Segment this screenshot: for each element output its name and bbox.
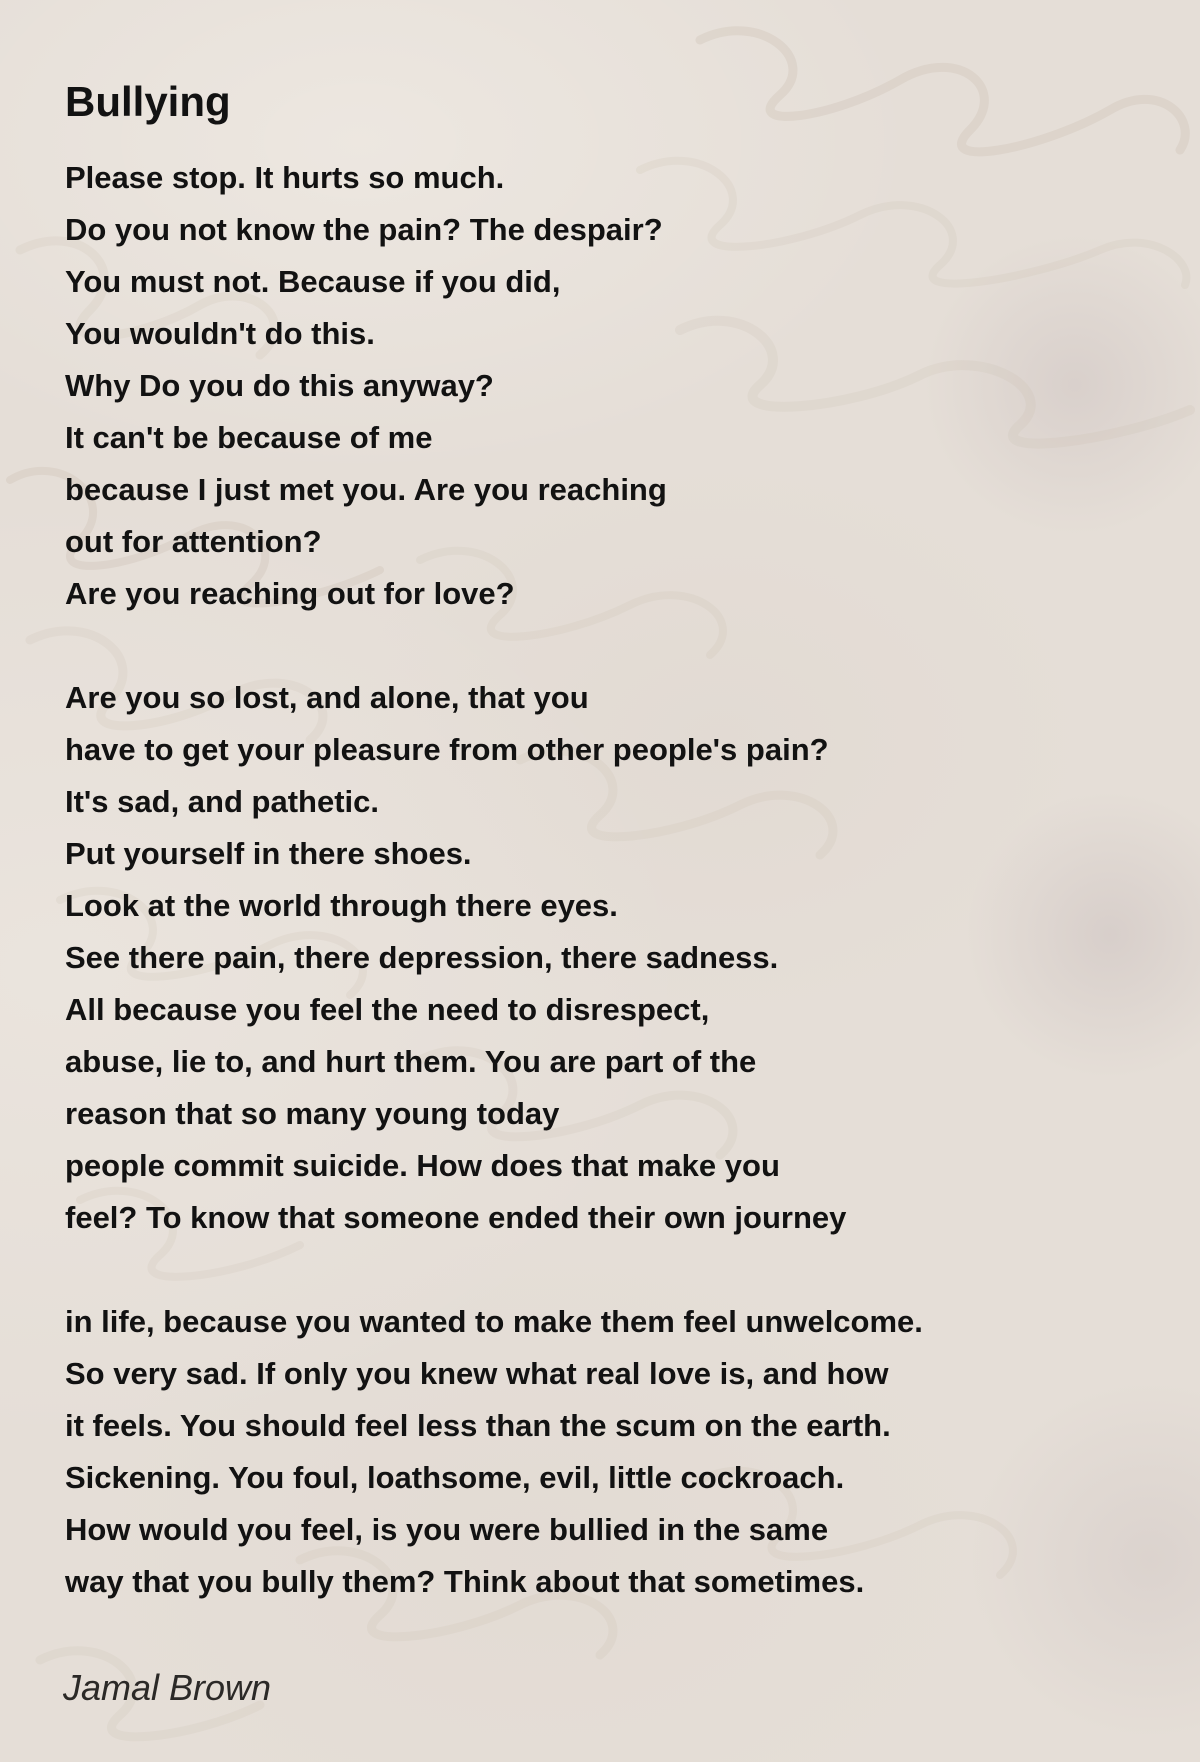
poem-line: See there pain, there depression, there sadness. [65, 940, 779, 975]
poem-line: All because you feel the need to disrespect, [65, 992, 710, 1027]
poem-line: It can't be because of me [65, 420, 433, 455]
poem-line: it feels. You should feel less than the scum on the earth. [65, 1408, 891, 1443]
poem-line: people commit suicide. How does that make you [65, 1148, 780, 1183]
poem-line: out for attention? [65, 524, 322, 559]
poem-line: abuse, lie to, and hurt them. You are part of the [65, 1044, 757, 1079]
poem-line: Look at the world through there eyes. [65, 888, 618, 923]
poem-body [65, 152, 923, 1660]
poem-title: Bullying [65, 78, 231, 126]
poem-line: in life, because you wanted to make them feel unwelcome. [65, 1304, 923, 1339]
poem-line: You must not. Because if you did, [65, 264, 561, 299]
poem-author: Jamal Brown [63, 1667, 272, 1708]
poem-line: Put yourself in there shoes. [65, 836, 472, 871]
poem-line: reason that so many young today [65, 1096, 560, 1131]
stanza-2 [65, 672, 923, 1244]
poem-line: How would you feel, is you were bullied in the same [65, 1512, 829, 1547]
poem-line: It's sad, and pathetic. [65, 784, 379, 819]
poem-line: way that you bully them? Think about that sometimes. [65, 1564, 865, 1599]
poem-line: Are you so lost, and alone, that you [65, 680, 589, 715]
poem-line: Please stop. It hurts so much. [65, 160, 505, 195]
poem-line: have to get your pleasure from other people's pain? [65, 732, 829, 767]
poem-line: Are you reaching out for love? [65, 576, 515, 611]
stanza-1 [65, 152, 923, 620]
stanza-3 [65, 1296, 923, 1608]
poem-line: Sickening. You foul, loathsome, evil, little cockroach. [65, 1460, 845, 1495]
poem-line: Do you not know the pain? The despair? [65, 212, 663, 247]
poem-line: feel? To know that someone ended their own journey [65, 1200, 847, 1235]
poem-line: because I just met you. Are you reaching [65, 472, 667, 507]
poem-line: Why Do you do this anyway? [65, 368, 494, 403]
poem-line: So very sad. If only you knew what real love is, and how [65, 1356, 889, 1391]
poem-line: You wouldn't do this. [65, 316, 375, 351]
